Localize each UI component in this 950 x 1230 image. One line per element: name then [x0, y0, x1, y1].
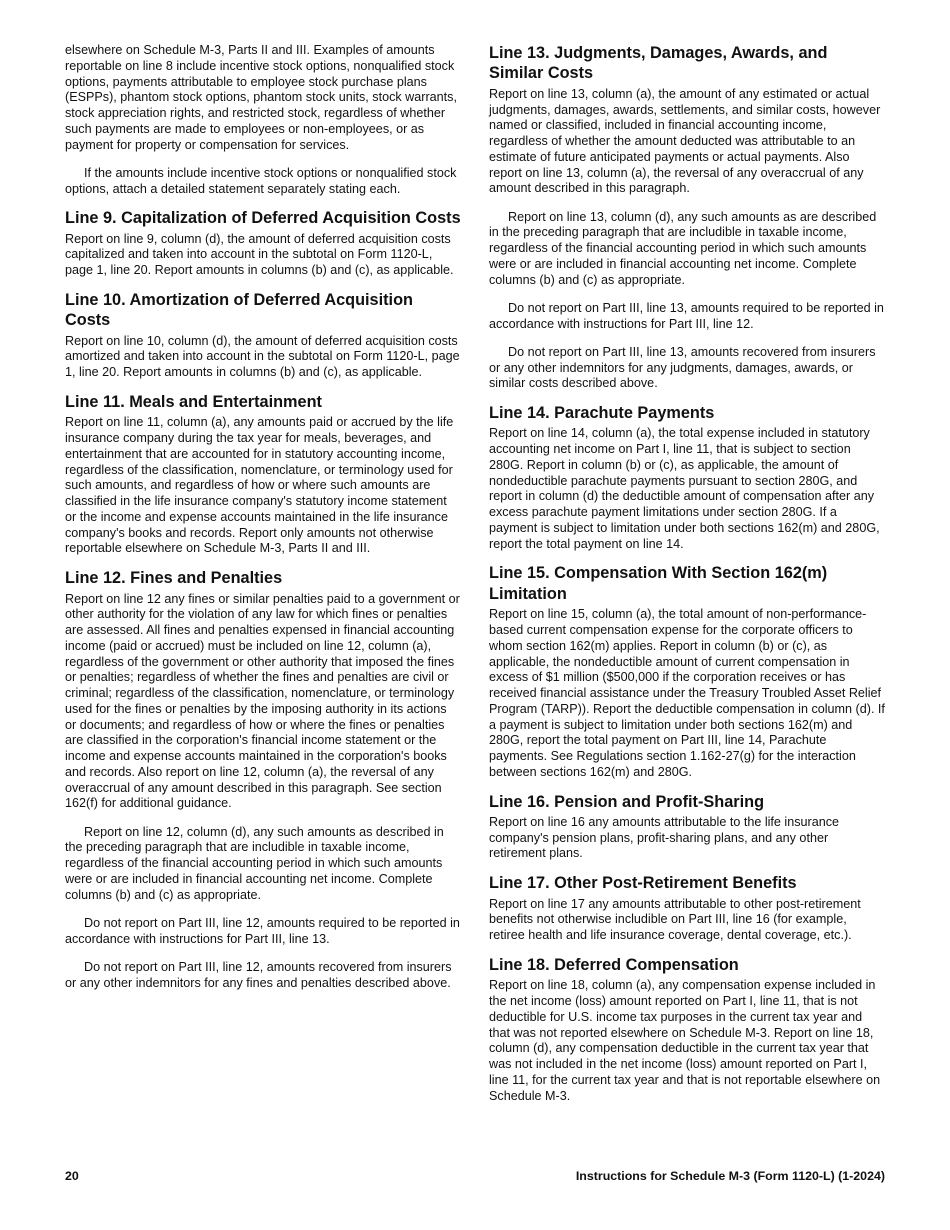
section-heading-line-14: Line 14. Parachute Payments	[489, 404, 715, 423]
body-paragraph: Do not report on Part III, line 12, amounts recovered from insurers or any other indemnitors for any fines and penalties described above.	[65, 959, 452, 990]
body-paragraph: elsewhere on Schedule M-3, Parts II and III. Examples of amounts reportable on line 8 include incentive stock options, nonqualified stock options, payments attributable to employee stock purchase plans (ESPPs), phantom stock options, phantom stock units, stock warrants, stock appreciation rights, and restricted stock, regardless of whether such payments are made to employees or non-employees, or as payment for property or compensation for services.	[65, 43, 457, 152]
section-heading-line-17: Line 17. Other Post-Retirement Benefits	[489, 874, 797, 893]
body-paragraph: Report on line 16 any amounts attributable to the life insurance company's pension plans, profit-sharing plans, and any other retirement plans.	[489, 814, 840, 861]
body-paragraph: Report on line 13, column (d), any such amounts as are described in the preceding paragraph that are includible in taxable income, regardless of the financial accounting period in which such amounts were or are included in financial accounting net income. Complete columns (b) and (c) as appropriate.	[489, 209, 877, 287]
section-heading-line-15: Line 15. Compensation With Section 162(m) Limitation	[489, 564, 828, 603]
section-heading-line-11: Line 11. Meals and Entertainment	[65, 392, 322, 411]
section-heading-line-16: Line 16. Pension and Profit-Sharing	[489, 792, 765, 811]
section-heading-line-10: Line 10. Amortization of Deferred Acquisition Costs	[65, 290, 413, 330]
body-paragraph: Report on line 11, column (a), any amounts paid or accrued by the life insurance company during the tax year for meals, beverages, and entertainment that are accounted for in statutory accounting income, regardless of the classification, nomenclature, or terminology used for such amounts, and regardless of how or where such amounts are classified in the life insurance company's statutory income statement or the income and expense accounts maintained in the life insurance company's books and records. Report only amounts not otherwise reportable elsewhere on Schedule M-3, Parts II and III.	[65, 415, 454, 556]
section-heading-line-12: Line 12. Fines and Penalties	[65, 569, 283, 588]
body-paragraph: Report on line 13, column (a), the amount of any estimated or actual judgments, damages, awards, settlements, and similar costs, however named or classified, included in financial accounting income, regardless of whether the amount deducted was attributable to an estimate of future anticipated payments or actual payments. Also report on line 13, column (a), the reversal of any overaccrual of any amount described in this paragraph.	[489, 86, 881, 196]
body-paragraph: Report on line 15, column (a), the total amount of non-performance-based current compensation expense for the corporate officers to whom section 162(m) applies. Report in column (b) or (c), as applicable, the nondeductible amount of current compensation in excess of $1 million ($500,000 if the corporation receives or has received financial assistance under the Treasury Troubled Asset Relief Program (TARP)). Report the deductible compensation in column (d). If a payment is subject to limitation under both sections 162(m) and 280G, report the total payment on Part III, line 14, Parachute payments. See Regulations section 1.162-27(g) for the interaction between sections 162(m) and 280G.	[489, 607, 885, 779]
body-paragraph: Do not report on Part III, line 13, amounts recovered from insurers or any other indemnitors for any judgments, damages, awards, or similar costs described above.	[489, 344, 876, 391]
right-column	[489, 43, 885, 1104]
page-number: 20	[65, 1169, 79, 1183]
section-heading-line-9: Line 9. Capitalization of Deferred Acquisition Costs	[65, 209, 461, 228]
body-paragraph: Do not report on Part III, line 13, amounts required to be reported in accordance with instructions for Part III, line 12.	[489, 300, 884, 331]
body-paragraph: If the amounts include incentive stock options or nonqualified stock options, attach a detailed statement separately stating each.	[65, 165, 457, 196]
body-paragraph: Do not report on Part III, line 12, amounts required to be reported in accordance with instructions for Part III, line 13.	[65, 915, 460, 946]
body-paragraph: Report on line 12 any fines or similar penalties paid to a government or other authority for the violation of any law for which fines or penalties are assessed. All fines and penalties expensed in financial accounting income (paid or accrued) must be included on line 12, column (a), regardless of the government or other authority that imposed the fines or penalties; regardless of whether the fines and penalties are civil or criminal; regardless of the classification, nomenclature, or terminology used for the fines or penalties by the imposing authority in its actions or documents; and regardless of how or where the fines or penalties are classified in the corporation's financial income statement or the income and expense accounts maintained in the corporation's books and records. Also report on line 12, column (a), the reversal of any overaccrual of any amount described in this paragraph. See section 162(f) for additional guidance.	[65, 591, 460, 811]
body-paragraph: Report on line 17 any amounts attributable to other post-retirement benefits not otherwise includible on Part III, line 16 (for example, retiree health and life insurance coverage, dental coverage, etc.).	[489, 896, 861, 943]
form-title: Instructions for Schedule M-3 (Form 1120-L) (1-2024)	[575, 1169, 885, 1183]
section-heading-line-18: Line 18. Deferred Compensation	[489, 955, 739, 974]
body-paragraph: Report on line 14, column (a), the total expense included in statutory accounting net income on Part I, line 11, that is subject to section 280G. Report in column (b) or (c), as applicable, the amount of nondeductible parachute payments pursuant to section 280G, and report in column (d) the deductible amount of compensation after any excess parachute payment limitations under section 280G. If a payment is subject to limitation under both sections 162(m) and 280G, report the total payment on line 14.	[489, 426, 880, 551]
body-paragraph: Report on line 9, column (d), the amount of deferred acquisition costs capitalized and taken into account in the subtotal on Form 1120-L, page 1, line 20. Report amounts in columns (b) and (c), as applicable.	[65, 231, 454, 278]
body-paragraph: Report on line 18, column (a), any compensation expense included in the net income (loss) amount reported on Part I, line 11, that is not deductible for U.S. income tax purposes in the current tax year and that was not reported elsewhere on Schedule M-3. Report on line 18, column (d), any compensation deductible in the current tax year that was not included in the net income (loss) amount reported on Part I, line 11, for the current tax year and that is not reportable elsewhere on Schedule M-3.	[489, 978, 881, 1103]
body-paragraph: Report on line 12, column (d), any such amounts as described in the preceding paragraph that are includible in taxable income, regardless of the financial accounting period in which such amounts were or are included in financial accounting net income. Complete columns (b) and (c) as appropriate.	[65, 824, 444, 902]
left-column	[65, 43, 461, 991]
section-heading-line-13: Line 13. Judgments, Damages, Awards, and Similar Costs	[489, 44, 828, 83]
body-paragraph: Report on line 10, column (d), the amount of deferred acquisition costs amortized and taken into account in the subtotal on Form 1120-L, page 1, line 20. Report amounts in columns (b) and (c), as applicable.	[65, 333, 460, 380]
